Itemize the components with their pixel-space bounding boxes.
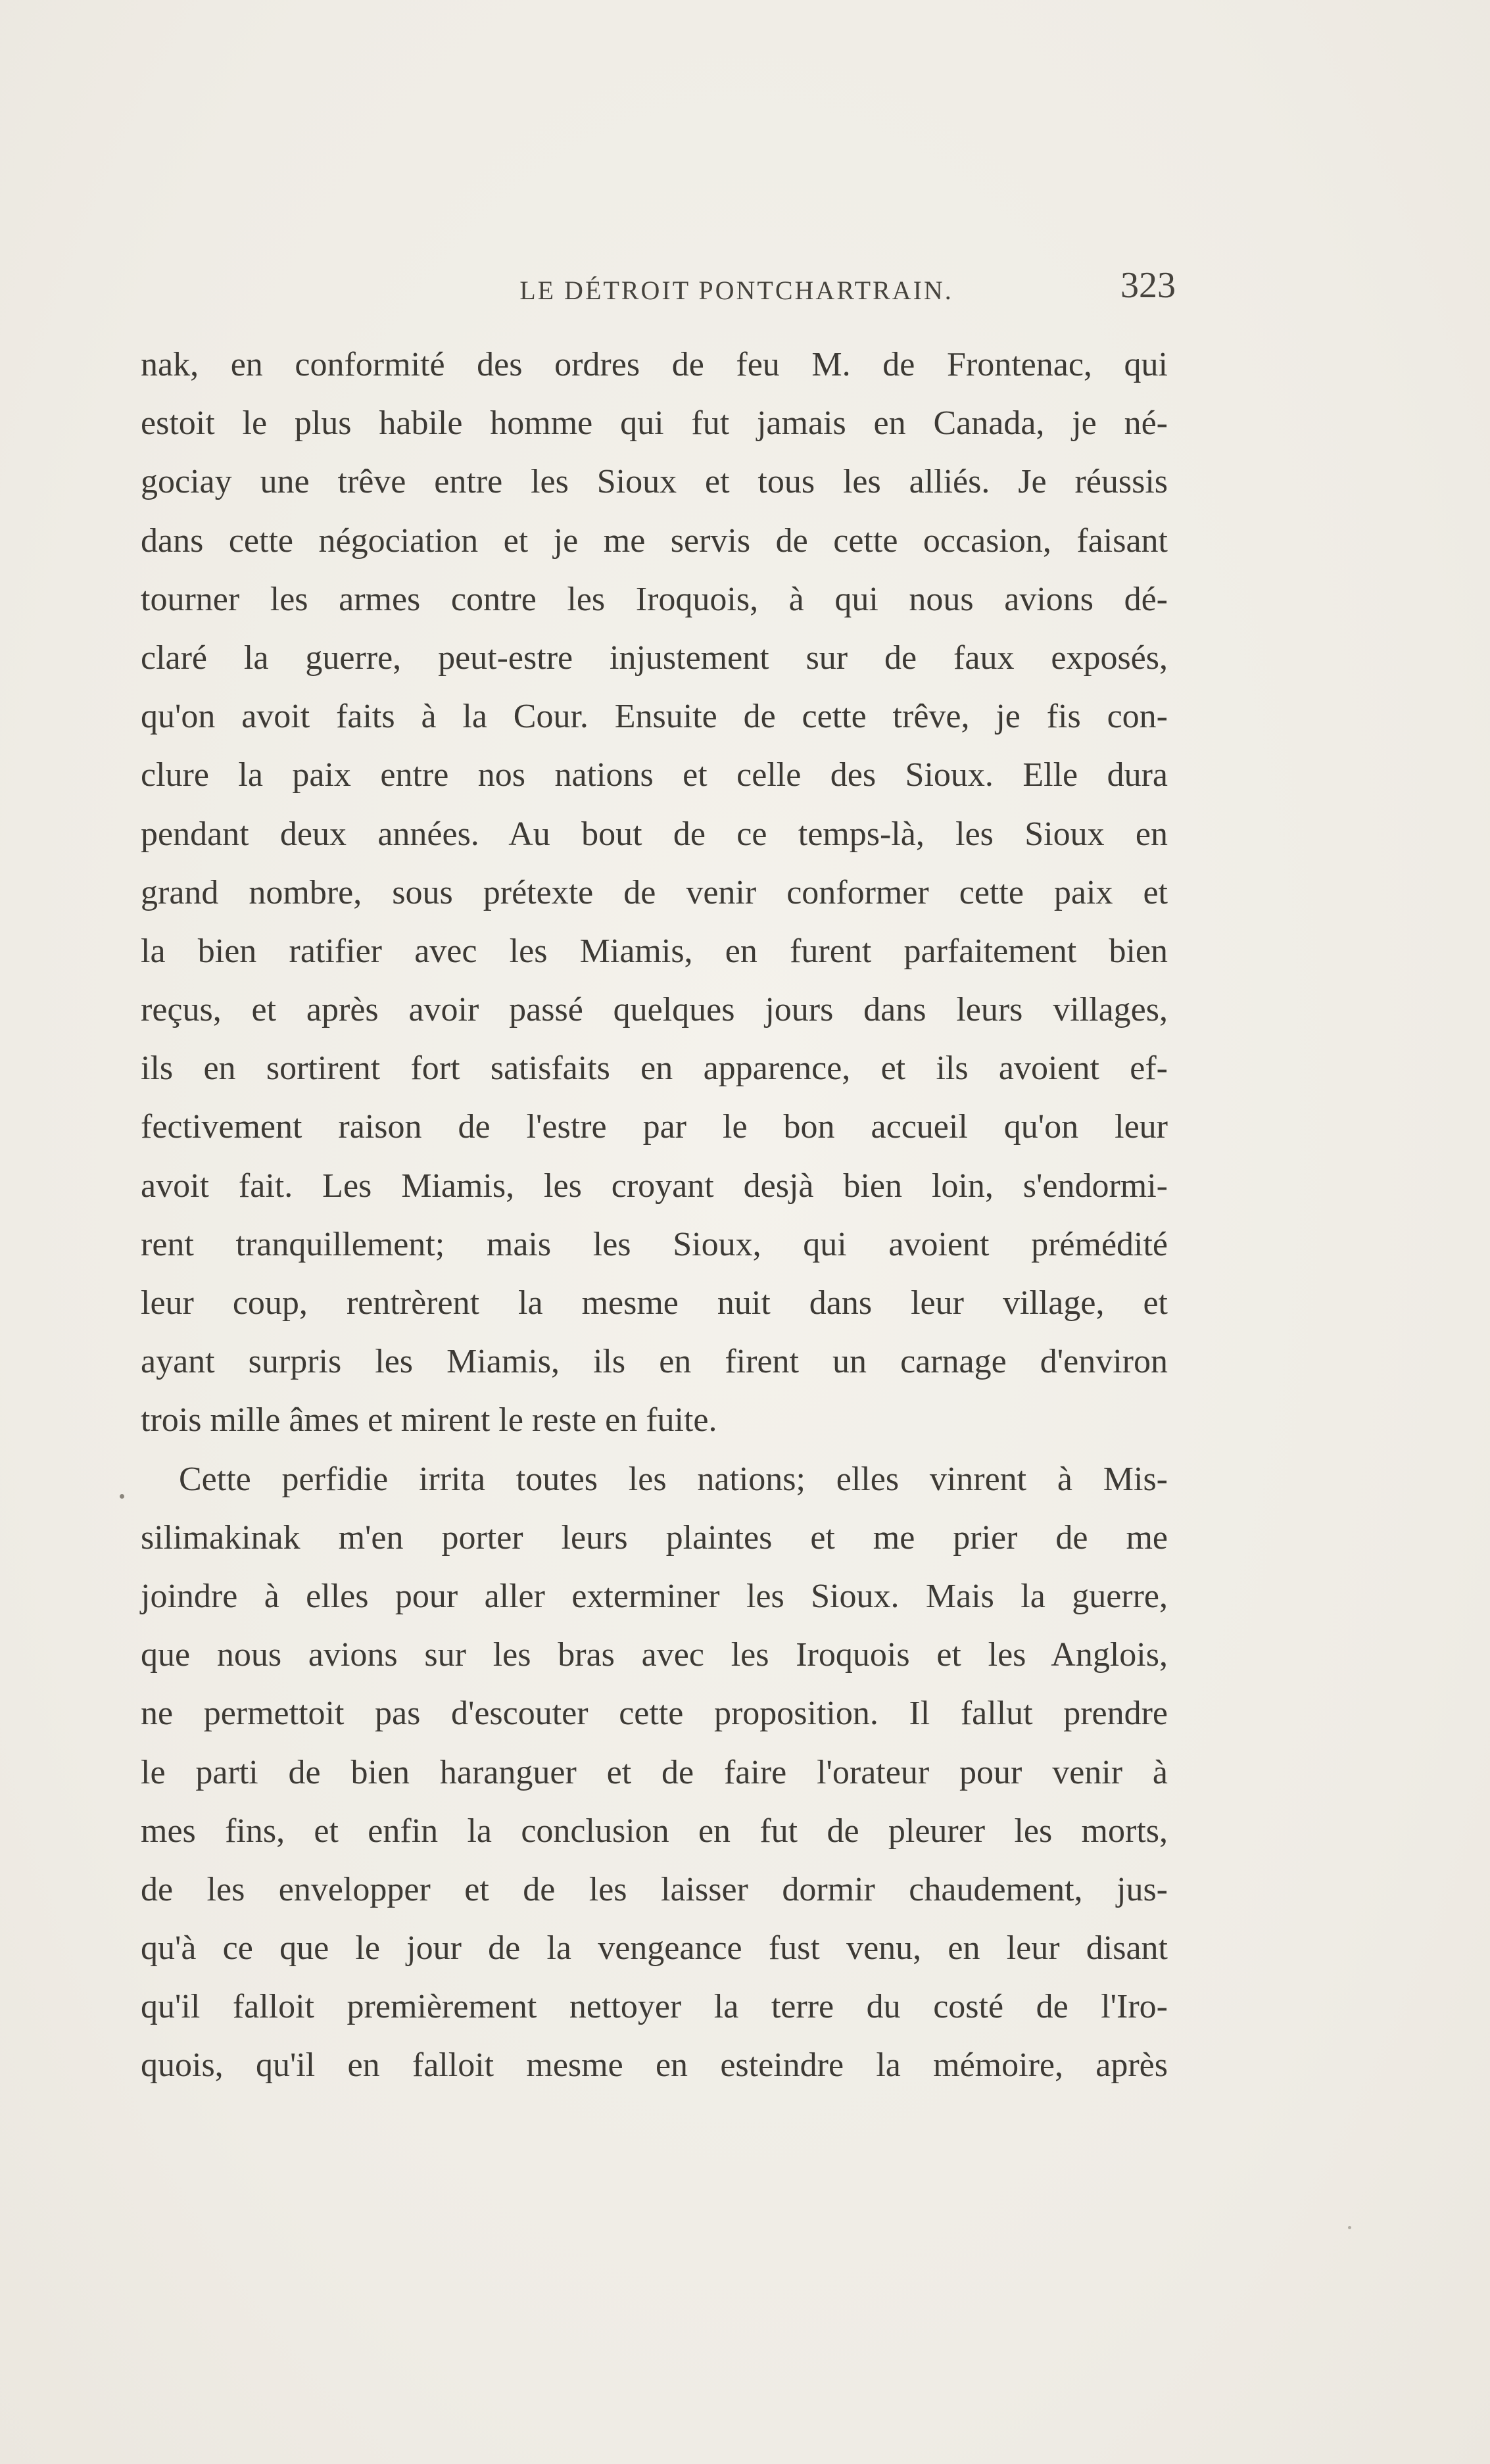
text-line: que nous avions sur les bras avec les Iroquois et les Anglois, — [141, 1636, 1168, 1674]
page-number: 323 — [1120, 265, 1176, 306]
text-line: pendant deux années. Au bout de ce temps-là, les Sioux en — [141, 815, 1168, 853]
text-line: nak, en conformité des ordres de feu M. de Frontenac, qui — [141, 346, 1168, 383]
text-line: rent tranquillement; mais les Sioux, qui avoient prémédité — [141, 1225, 1168, 1263]
text-line: joindre à elles pour aller exterminer les Sioux. Mais la guerre, — [141, 1577, 1168, 1615]
text-line: ils en sortirent fort satisfaits en apparence, et ils avoient ef- — [141, 1050, 1168, 1088]
running-head: LE DÉTROIT PONTCHARTRAIN. — [519, 276, 953, 305]
paper-speck — [120, 1494, 124, 1499]
text-line: ayant surpris les Miamis, ils en firent un carnage d'environ — [141, 1343, 1168, 1381]
text-line: reçus, et après avoir passé quelques jours dans leurs villages, — [141, 991, 1168, 1029]
text-line: grand nombre, sous prétexte de venir conformer cette paix et — [141, 873, 1168, 911]
text-line: ne permettoit pas d'escouter cette proposition. Il fallut prendre — [141, 1695, 1168, 1733]
text-line: silimakinak m'en porter leurs plaintes et me prier de me — [141, 1518, 1168, 1557]
text-line: estoit le plus habile homme qui fut jamais en Canada, je né- — [141, 404, 1168, 443]
text-line-paragraph-end: trois mille âmes et mirent le reste en fuite. — [141, 1401, 717, 1439]
text-line: avoit fait. Les Miamis, les croyant desjà bien loin, s'endormi- — [141, 1167, 1168, 1205]
body-text — [141, 335, 1168, 2095]
text-line: fectivement raison de l'estre par le bon accueil qu'on leur — [141, 1108, 1168, 1146]
text-line: dans cette négociation et je me servis de cette occasion, faisant — [141, 521, 1168, 560]
text-line: le parti de bien haranguer et de faire l'orateur pour venir à — [141, 1753, 1168, 1791]
text-line: qu'à ce que le jour de la vengeance fust venu, en leur disant — [141, 1929, 1168, 1968]
text-line: mes fins, et enfin la conclusion en fut de pleurer les morts, — [141, 1812, 1168, 1850]
text-line: clure la paix entre nos nations et celle des Sioux. Elle dura — [141, 756, 1168, 794]
text-line: qu'on avoit faits à la Cour. Ensuite de cette trêve, je fis con- — [141, 698, 1168, 736]
text-line: leur coup, rentrèrent la mesme nuit dans leur village, et — [141, 1284, 1168, 1322]
text-line: la bien ratifier avec les Miamis, en furent parfaitement bien — [141, 932, 1168, 970]
text-line: claré la guerre, peut-estre injustement sur de faux exposés, — [141, 639, 1168, 677]
text-line: de les envelopper et de les laisser dormir chaudement, jus- — [141, 1870, 1168, 1908]
text-line: tourner les armes contre les Iroquois, à qui nous avions dé- — [141, 580, 1168, 618]
text-line: gociay une trêve entre les Sioux et tous les alliés. Je réussis — [141, 463, 1168, 501]
text-line-paragraph-start: Cette perfidie irrita toutes les nations; elles vinrent à Mis- — [179, 1460, 1168, 1498]
text-line: qu'il falloit premièrement nettoyer la terre du costé de l'Iro- — [141, 1988, 1168, 2026]
text-line: quois, qu'il en falloit mesme en esteindre la mémoire, après — [141, 2046, 1168, 2085]
paper-speck — [1348, 2226, 1351, 2229]
